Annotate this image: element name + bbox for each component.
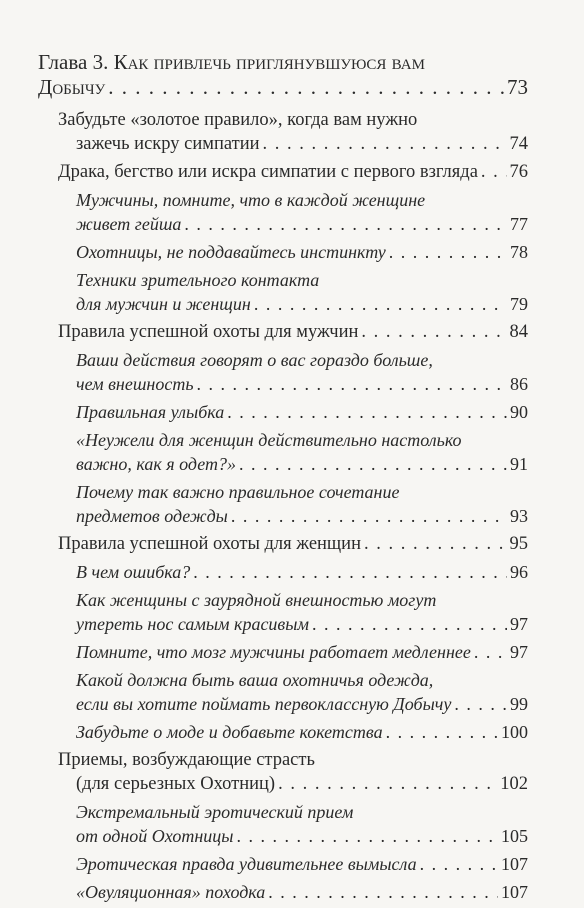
toc-entry-title: Почему так важно правильное сочетание (76, 482, 400, 502)
leader-dots (184, 212, 507, 236)
toc-entry-title: если вы хотите поймать первоклассную Добычу (76, 694, 452, 714)
toc-entry-title: Забудьте о моде и добавьте кокетства (76, 722, 383, 742)
toc-entry (76, 880, 528, 904)
toc-entry-title: живет гейша (76, 214, 182, 234)
toc-entry-title: Приемы, возбуждающие страсть (58, 750, 315, 770)
chapter-title-line2: Добычу (38, 75, 106, 99)
toc-page-number: 107 (501, 882, 528, 902)
toc-entry (58, 108, 528, 156)
leader-dots (364, 532, 507, 556)
toc-entries (38, 108, 528, 904)
toc-entry (76, 400, 528, 424)
toc-entry-title: Эротическая правда удивительнее вымысла (76, 854, 417, 874)
toc-page-number: 90 (510, 402, 528, 422)
toc-page-number: 76 (509, 162, 528, 182)
leader-dots (312, 612, 507, 636)
toc-entry-title: Драка, бегство или искра симпатии с первого взгляда (58, 162, 478, 182)
toc-entry-title: Забудьте «золотое правило», когда вам нужно (58, 110, 418, 130)
chapter-page-number: 73 (507, 75, 528, 99)
toc-entry-title: предметов одежды (76, 506, 228, 526)
toc-page-number: 93 (510, 506, 528, 526)
toc-page-number: 105 (501, 826, 528, 846)
leader-dots (420, 852, 498, 876)
leader-dots (254, 292, 507, 316)
toc-page-number: 95 (509, 534, 528, 554)
leader-dots (389, 240, 507, 264)
toc-entry-title: от одной Охотницы (76, 826, 234, 846)
toc-page-number: 100 (501, 722, 528, 742)
toc-page-number: 97 (510, 614, 528, 634)
toc-entry-title: Какой должна быть ваша охотничья одежда, (76, 670, 434, 690)
toc-entry (76, 640, 528, 664)
toc-entry-title: Охотницы, не поддавайтесь инстинкту (76, 242, 386, 262)
toc-page-number: 74 (509, 134, 528, 154)
toc-page-number: 99 (510, 694, 528, 714)
leader-dots (236, 824, 498, 848)
toc-entry-title: Экстремальный эротический прием (76, 802, 354, 822)
toc-entry (58, 748, 528, 796)
toc-entry (76, 800, 528, 848)
leader-dots (481, 160, 507, 184)
toc-entry (76, 428, 528, 476)
toc-page-number: 86 (510, 374, 528, 394)
toc-entry (76, 720, 528, 744)
leader-dots (197, 372, 507, 396)
leader-dots (474, 640, 507, 664)
toc-entry-title: чем внешность (76, 374, 194, 394)
toc-entry-title: зажечь искру симпатии (76, 134, 260, 154)
toc-entry (76, 668, 528, 716)
toc-entry-title: Правильная улыбка (76, 402, 225, 422)
chapter-title-line1: Как привлечь приглянувшуюся вам (113, 50, 425, 74)
toc-entry-title: «Овуляционная» походка (76, 882, 266, 902)
leader-dots (263, 132, 507, 156)
leader-dots (108, 75, 504, 100)
toc-page-number: 97 (510, 642, 528, 662)
toc-entry-title: важно, как я одет?» (76, 454, 236, 474)
leader-dots (193, 560, 507, 584)
toc-entry (76, 588, 528, 636)
toc-entry-title: Правила успешной охоты для женщин (58, 534, 361, 554)
toc-page-number: 102 (500, 774, 528, 794)
toc-page-number: 78 (510, 242, 528, 262)
toc-entry-title: утереть нос самым красивым (76, 614, 309, 634)
toc-entry (58, 160, 528, 184)
leader-dots (278, 772, 497, 796)
chapter-heading (38, 50, 528, 100)
toc-entry-title: Как женщины с заурядной внешностью могут (76, 590, 437, 610)
toc-entry-title: Помните, что мозг мужчины работает медленнее (76, 642, 471, 662)
toc-entry-title: Мужчины, помните, что в каждой женщине (76, 190, 426, 210)
toc-page-number: 91 (510, 454, 528, 474)
toc-entry (76, 852, 528, 876)
toc-page-number: 107 (501, 854, 528, 874)
chapter-prefix: Глава 3. (38, 50, 109, 74)
toc-entry (76, 480, 528, 528)
leader-dots (454, 692, 507, 716)
toc-entry-title: (для серьезных Охотниц) (76, 774, 276, 794)
toc-entry (76, 268, 528, 316)
toc-entry-title: В чем ошибка? (76, 562, 191, 582)
toc-entry (76, 348, 528, 396)
toc-entry (58, 532, 528, 556)
toc-page-number: 84 (509, 322, 528, 342)
leader-dots (386, 720, 498, 744)
toc-entry (76, 188, 528, 236)
leader-dots (361, 320, 506, 344)
toc-entry-title: Правила успешной охоты для мужчин (58, 322, 359, 342)
toc-entry (76, 240, 528, 264)
toc-entry-title: «Неужели для женщин действительно настолько (76, 430, 462, 450)
toc-entry (58, 320, 528, 344)
leader-dots (231, 504, 507, 528)
toc-entry-title: Ваши действия говорят о вас гораздо больше, (76, 350, 433, 370)
leader-dots (268, 880, 498, 904)
leader-dots (239, 452, 507, 476)
toc-page (38, 50, 528, 908)
toc-entry (76, 560, 528, 584)
toc-page-number: 96 (510, 562, 528, 582)
toc-page-number: 77 (510, 214, 528, 234)
toc-page-number: 79 (510, 294, 528, 314)
toc-entry-title: для мужчин и женщин (76, 294, 251, 314)
toc-entry-title: Техники зрительного контакта (76, 270, 320, 290)
leader-dots (227, 400, 507, 424)
